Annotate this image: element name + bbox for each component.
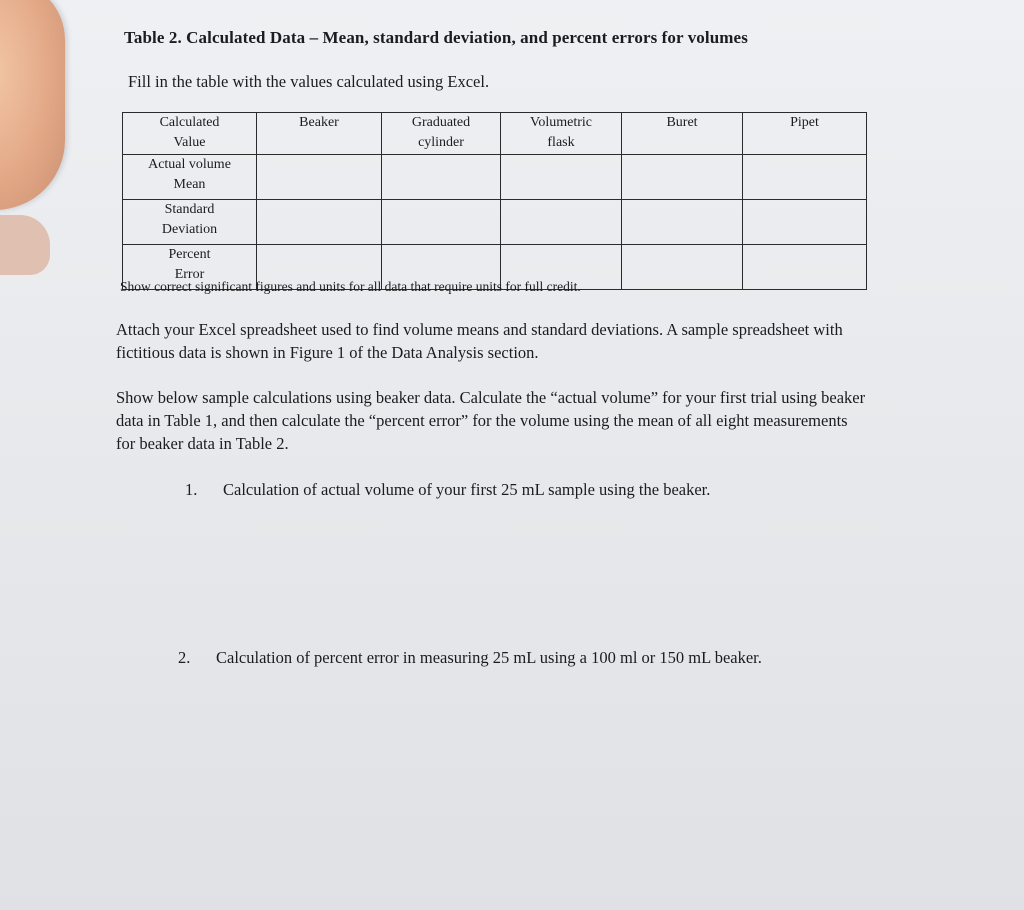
table-footnote: Show correct significant figures and units for all data that require units for full credit. bbox=[120, 279, 581, 294]
question-text: Calculation of percent error in measuring 25 mL using a 100 ml or 150 mL beaker. bbox=[216, 648, 762, 667]
table-row-standard-deviation bbox=[123, 200, 867, 245]
header-line: Graduated bbox=[411, 115, 471, 130]
sample-calculation-instruction: Show below sample calculations using beaker data. Calculate the “actual volume” for your first trial using beaker data in Table 1, and then calculate the “percent error” for the volume using the mean of all eight measurements for beaker data in Table 2. bbox=[116, 388, 866, 453]
table-cell[interactable] bbox=[382, 155, 501, 200]
row-label-line: Actual volume bbox=[148, 157, 231, 172]
question-2 bbox=[178, 648, 762, 668]
question-1 bbox=[185, 480, 710, 500]
row-label-line: Percent bbox=[168, 247, 211, 262]
excel-attachment-instruction: Attach your Excel spreadsheet used to find volume means and standard deviations. A sample spreadsheet with fictitious data is shown in Figure 1 of the Data Analysis section. bbox=[116, 320, 843, 362]
row-label-actual-volume-mean bbox=[123, 155, 257, 200]
table-cell[interactable] bbox=[257, 155, 382, 200]
header-line: Value bbox=[173, 135, 206, 150]
table-cell[interactable] bbox=[382, 200, 501, 245]
table-cell[interactable] bbox=[622, 200, 743, 245]
header-buret bbox=[622, 113, 743, 155]
row-label-line: Error bbox=[174, 267, 205, 282]
question-number: 1. bbox=[185, 480, 198, 499]
header-calculated-value bbox=[123, 113, 257, 155]
calculated-data-table bbox=[122, 112, 867, 290]
header-line: Beaker bbox=[299, 115, 339, 130]
table-cell[interactable] bbox=[622, 245, 743, 290]
table-cell[interactable] bbox=[743, 200, 867, 245]
header-pipet bbox=[743, 113, 867, 155]
row-label-line: Deviation bbox=[161, 222, 218, 237]
header-graduated-cylinder bbox=[382, 113, 501, 155]
table-instruction: Fill in the table with the values calculated using Excel. bbox=[128, 72, 490, 91]
row-label-line: Mean bbox=[173, 177, 206, 192]
table-cell[interactable] bbox=[501, 200, 622, 245]
header-line: flask bbox=[547, 135, 575, 150]
table-cell[interactable] bbox=[501, 155, 622, 200]
table-title: Table 2. Calculated Data – Mean, standard deviation, and percent errors for volumes bbox=[124, 28, 748, 47]
table-cell[interactable] bbox=[622, 155, 743, 200]
header-line: Volumetric bbox=[530, 115, 592, 130]
header-line: Buret bbox=[666, 115, 698, 130]
table-row-mean bbox=[123, 155, 867, 200]
row-label-line: Standard bbox=[164, 202, 215, 217]
header-line: Pipet bbox=[790, 115, 819, 130]
table-cell[interactable] bbox=[743, 245, 867, 290]
table-header-row bbox=[123, 113, 867, 155]
header-line: cylinder bbox=[418, 135, 464, 150]
row-label-standard-deviation bbox=[123, 200, 257, 245]
header-beaker bbox=[257, 113, 382, 155]
header-line: Calculated bbox=[159, 115, 220, 130]
table-cell[interactable] bbox=[743, 155, 867, 200]
question-text: Calculation of actual volume of your first 25 mL sample using the beaker. bbox=[223, 480, 711, 499]
header-volumetric-flask bbox=[501, 113, 622, 155]
table-cell[interactable] bbox=[257, 200, 382, 245]
question-number: 2. bbox=[178, 648, 191, 667]
